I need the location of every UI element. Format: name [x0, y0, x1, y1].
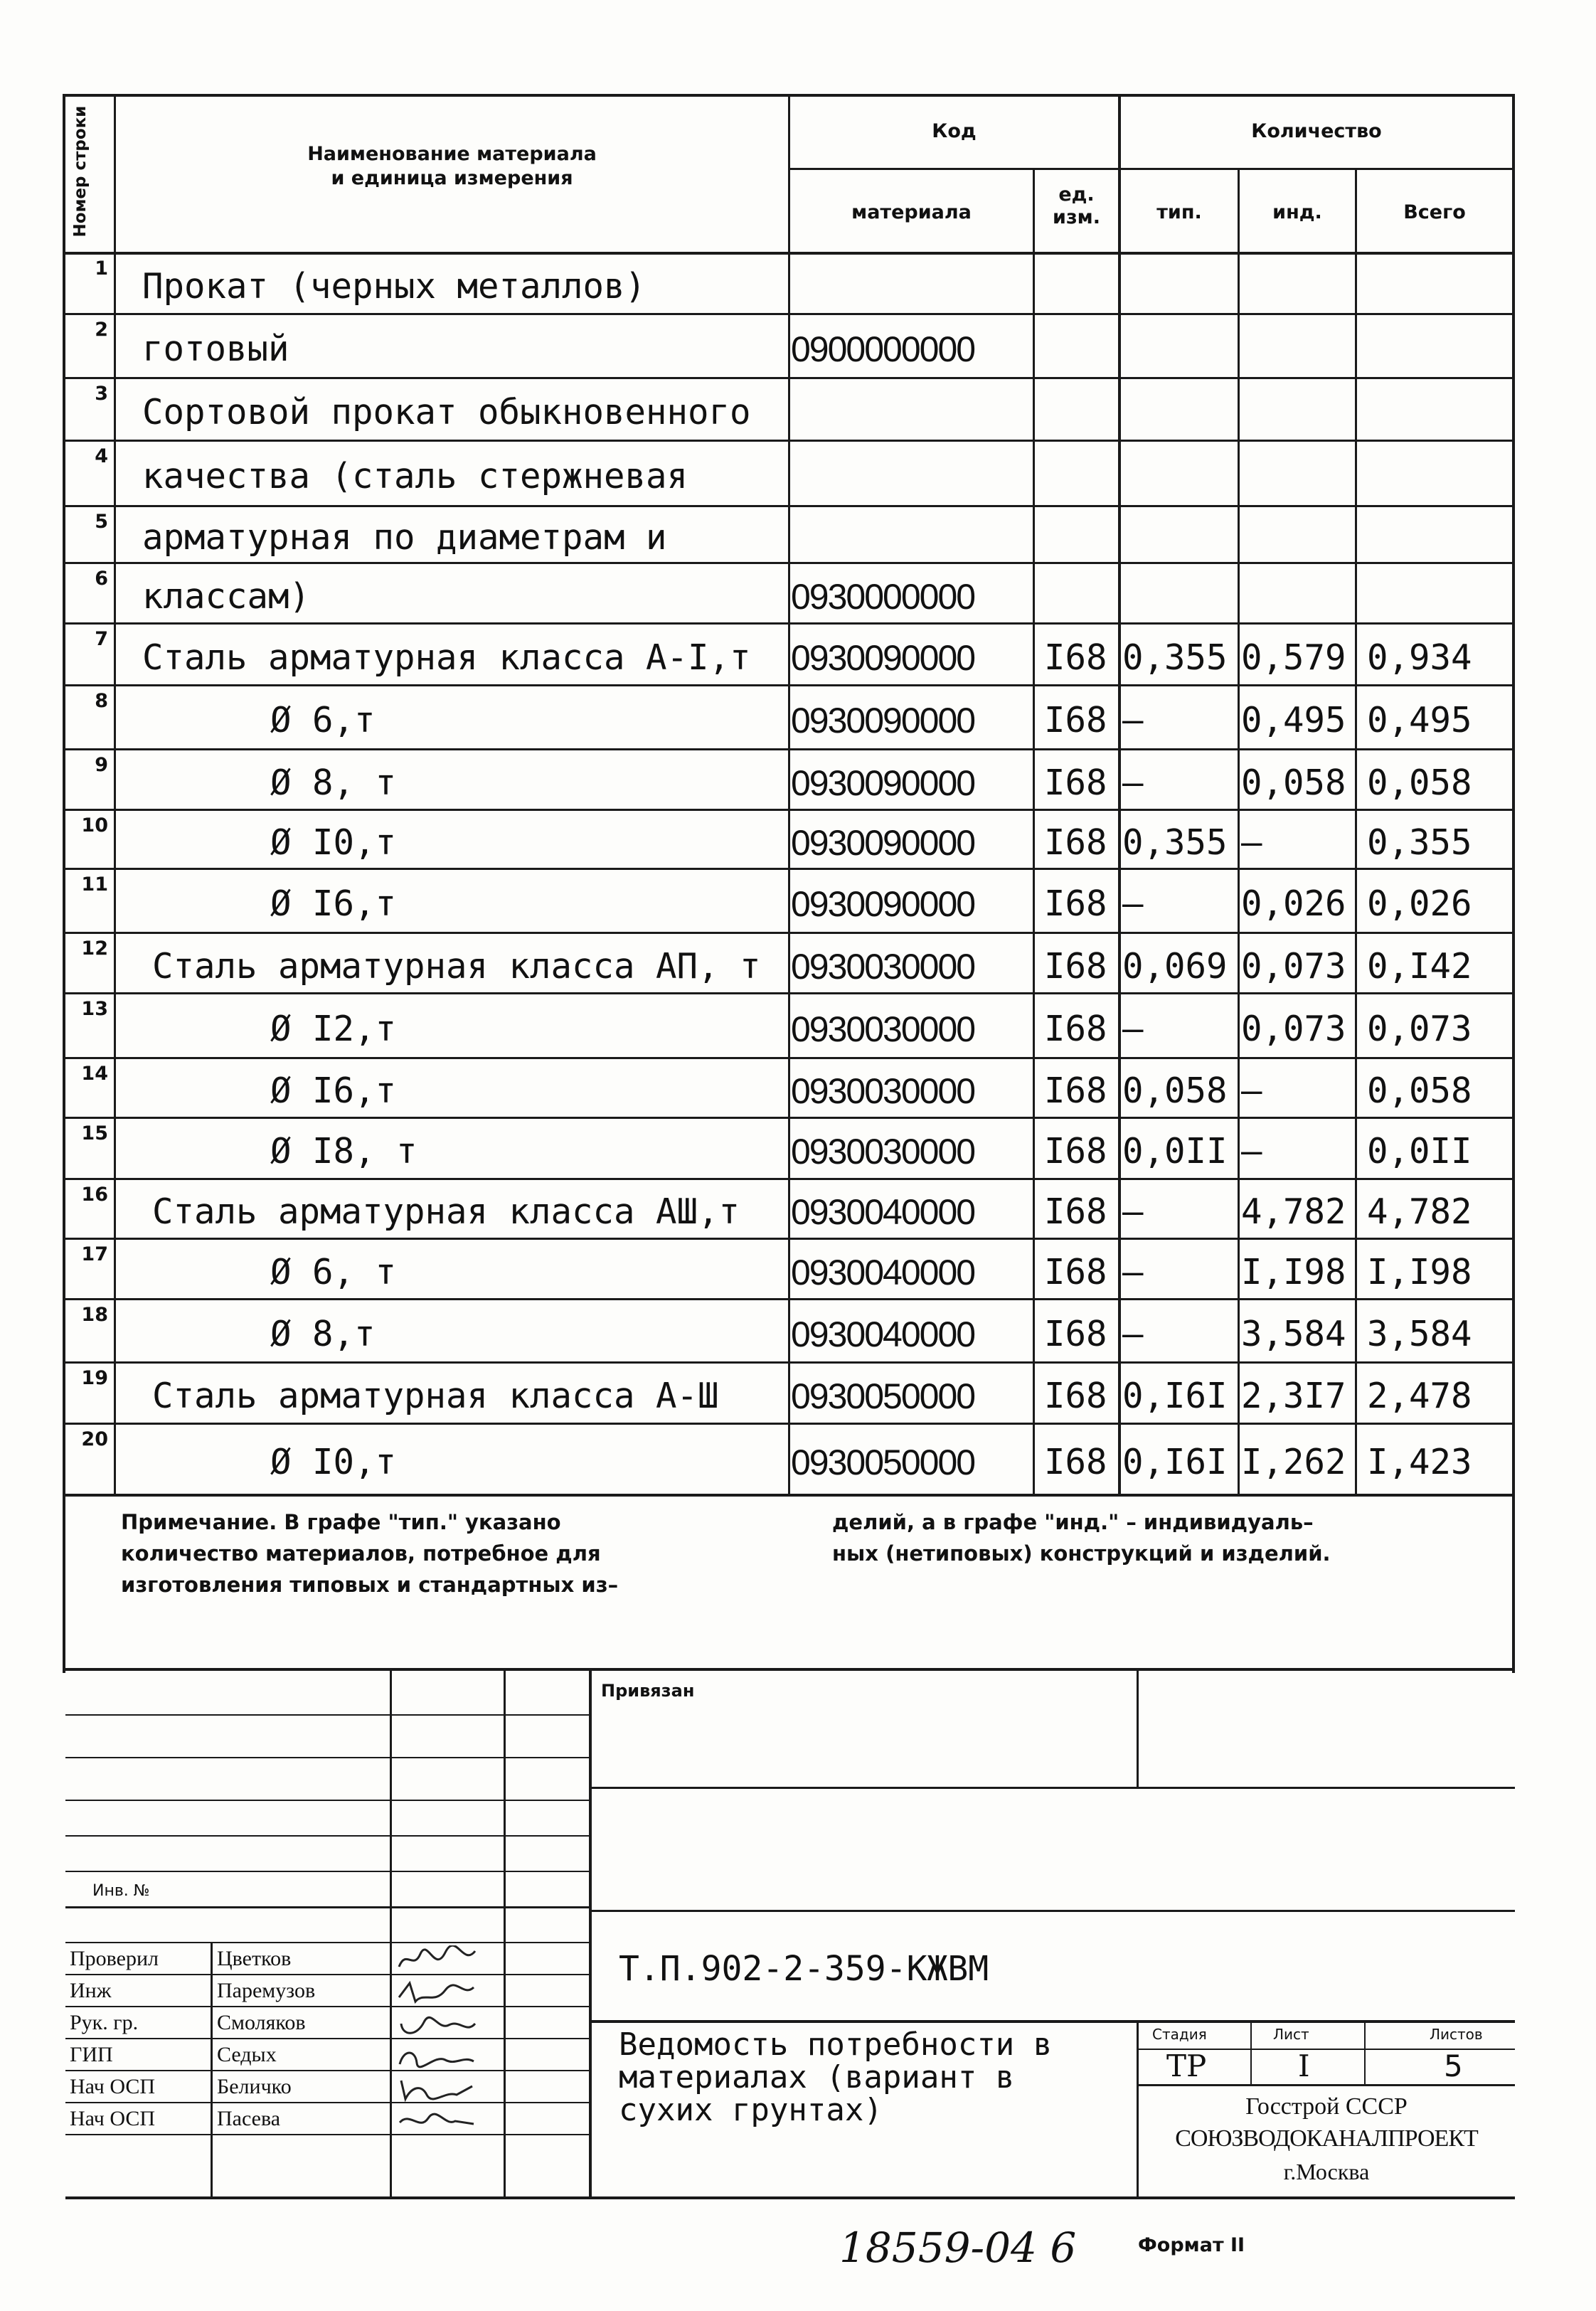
document-title: Ведомость потребности в материалах (вариант в сухих грунтах)	[619, 2026, 1053, 2128]
header-qty-total: Всего	[1403, 201, 1466, 223]
qty-ind: 0,073	[1241, 946, 1346, 987]
material-code: 0930030000	[791, 1009, 975, 1049]
material-name: классам)	[142, 576, 311, 617]
staff-name: Беличко	[217, 2075, 292, 2098]
material-code: 0930090000	[791, 638, 975, 678]
staff-name: Смоляков	[217, 2011, 306, 2034]
qty-ind: –	[1241, 1131, 1262, 1172]
qty-ind: I,262	[1241, 1442, 1346, 1482]
qty-typ: –	[1122, 763, 1144, 803]
unit-code: I68	[1044, 822, 1107, 863]
unit-code: I68	[1044, 1376, 1107, 1416]
qty-total: 0,058	[1367, 1071, 1472, 1111]
staff-role: Рук. гр.	[70, 2011, 139, 2034]
qty-ind: –	[1241, 1071, 1262, 1111]
qty-typ: –	[1122, 1252, 1144, 1292]
material-code: 0930030000	[791, 947, 975, 987]
row-number: 15	[81, 1122, 108, 1144]
qty-total: I,I98	[1367, 1252, 1472, 1292]
material-name: Ø I2,т	[270, 1009, 397, 1049]
qty-typ: 0,058	[1122, 1071, 1228, 1111]
row-number: 7	[95, 628, 108, 650]
qty-typ: –	[1122, 700, 1144, 740]
row-number: 16	[81, 1184, 108, 1206]
qty-typ: 0,355	[1122, 822, 1228, 863]
row-number: 20	[81, 1428, 108, 1450]
material-name: Сортовой прокат обыкновенного	[142, 392, 751, 432]
sheet-label: Лист	[1273, 2026, 1309, 2043]
material-name: Ø I6,т	[270, 1071, 397, 1111]
qty-total: I,423	[1367, 1442, 1472, 1482]
document-code: Т.П.902-2-359-КЖВМ	[619, 1949, 989, 1989]
material-code: 0930050000	[791, 1376, 975, 1416]
material-code: 0930050000	[791, 1443, 975, 1482]
privyazan-label: Привязан	[601, 1681, 695, 1701]
row-number: 5	[95, 511, 108, 533]
unit-code: I68	[1044, 883, 1107, 924]
header-qty-typ: тип.	[1156, 201, 1202, 223]
row-number: 12	[81, 937, 108, 960]
material-code: 0930040000	[791, 1192, 975, 1232]
qty-total: 2,478	[1367, 1376, 1472, 1416]
signature	[395, 2105, 479, 2135]
material-name: готовый	[142, 329, 289, 369]
inventory-stamp: 18559-04 6	[839, 2224, 1077, 2272]
signature	[395, 2009, 479, 2039]
org-city: г.Москва	[1283, 2159, 1370, 2184]
format-label: Формат II	[1138, 2234, 1245, 2256]
unit-code: I68	[1044, 1131, 1107, 1172]
qty-ind: 2,3I7	[1241, 1376, 1346, 1416]
material-code: 0930040000	[791, 1253, 975, 1292]
qty-total: 0,026	[1367, 883, 1472, 924]
stage-value: ТР	[1166, 2049, 1207, 2083]
staff-role: Проверил	[70, 1947, 159, 1970]
row-number: 17	[81, 1243, 108, 1265]
material-code: 0930030000	[791, 1132, 975, 1172]
org-gosstroy: Госстрой СССР	[1245, 2093, 1408, 2120]
material-name: Ø 6,т	[270, 700, 376, 740]
material-code: 0930090000	[791, 823, 975, 863]
header-code-material: материала	[851, 201, 972, 223]
staff-role: Инж	[70, 1979, 112, 2002]
material-name: Сталь арматурная класса АШ,т	[152, 1191, 740, 1232]
material-code: 0930090000	[791, 701, 975, 740]
staff-name: Седых	[217, 2043, 277, 2066]
stage-label: Стадия	[1152, 2026, 1207, 2043]
qty-typ: 0,069	[1122, 946, 1228, 987]
signature	[395, 2041, 479, 2071]
header-row-number: Номер строки	[71, 105, 90, 238]
row-number: 9	[95, 754, 108, 776]
qty-ind: 0,026	[1241, 883, 1346, 924]
material-name: арматурная по диаметрам и	[142, 517, 667, 558]
qty-ind: 0,579	[1241, 637, 1346, 678]
qty-typ: 0,I6I	[1122, 1442, 1228, 1482]
qty-total: 0,058	[1367, 763, 1472, 803]
qty-total: 0,I42	[1367, 946, 1472, 987]
row-number: 1	[95, 257, 108, 280]
staff-name: Паремузов	[217, 1979, 316, 2002]
unit-code: I68	[1044, 946, 1107, 987]
material-name: Прокат (черных металлов)	[142, 266, 647, 307]
qty-total: 0,355	[1367, 822, 1472, 863]
material-name: Сталь арматурная класса А-I,т	[142, 637, 751, 678]
unit-code: I68	[1044, 763, 1107, 803]
row-number: 10	[81, 814, 108, 836]
sheets-value: 5	[1444, 2049, 1463, 2083]
row-number: 18	[81, 1304, 108, 1326]
unit-code: I68	[1044, 700, 1107, 740]
unit-code: I68	[1044, 1191, 1107, 1232]
note-right: делий, а в графе "инд." – индивидуаль– ных (нетиповых) конструкций и изделий.	[832, 1510, 1331, 1566]
material-code: 0930090000	[791, 884, 975, 924]
staff-role: Нач ОСП	[70, 2107, 156, 2130]
qty-total: 0,495	[1367, 700, 1472, 740]
material-code: 0930090000	[791, 763, 975, 803]
qty-typ: 0,0II	[1122, 1131, 1228, 1172]
material-code: 0930030000	[791, 1071, 975, 1111]
unit-code: I68	[1044, 1314, 1107, 1354]
org-name: СОЮЗВОДОКАНАЛПРОЕКТ	[1175, 2125, 1478, 2152]
header-code-unit: ед. изм.	[1053, 184, 1100, 228]
material-name: Ø I0,т	[270, 1442, 397, 1482]
unit-code: I68	[1044, 637, 1107, 678]
qty-total: 4,782	[1367, 1191, 1472, 1232]
qty-total: 0,934	[1367, 637, 1472, 678]
material-name: Сталь арматурная класса А-Ш	[152, 1376, 719, 1416]
signature	[395, 1977, 479, 2007]
qty-typ: 0,I6I	[1122, 1376, 1228, 1416]
material-name: Ø 8, т	[270, 763, 397, 803]
qty-typ: –	[1122, 1191, 1144, 1232]
material-name: Ø 6, т	[270, 1252, 397, 1292]
material-code: 0930040000	[791, 1314, 975, 1354]
unit-code: I68	[1044, 1252, 1107, 1292]
signature	[395, 1945, 479, 1975]
header-qty-ind: инд.	[1272, 201, 1322, 223]
material-name: Ø I6,т	[270, 883, 397, 924]
qty-total: 0,0II	[1367, 1131, 1472, 1172]
material-name: Ø I0,т	[270, 822, 397, 863]
row-number: 14	[81, 1063, 108, 1085]
material-name: Ø 8,т	[270, 1314, 376, 1354]
material-name: Ø I8, т	[270, 1131, 417, 1172]
sheets-label: Листов	[1430, 2026, 1483, 2043]
staff-role: ГИП	[70, 2043, 113, 2066]
qty-total: 0,073	[1367, 1009, 1472, 1049]
qty-typ: –	[1122, 1314, 1144, 1354]
qty-ind: 3,584	[1241, 1314, 1346, 1354]
row-number: 2	[95, 319, 108, 341]
qty-ind: 0,495	[1241, 700, 1346, 740]
material-name: качества (сталь стержневая	[142, 456, 688, 496]
staff-name: Цветков	[217, 1947, 292, 1970]
unit-code: I68	[1044, 1009, 1107, 1049]
qty-ind: 0,073	[1241, 1009, 1346, 1049]
header-code-group: Код	[932, 120, 977, 142]
row-number: 11	[81, 873, 108, 896]
qty-ind: –	[1241, 822, 1262, 863]
qty-ind: 4,782	[1241, 1191, 1346, 1232]
row-number: 13	[81, 998, 108, 1020]
unit-code: I68	[1044, 1071, 1107, 1111]
material-code: 0900000000	[791, 329, 975, 369]
header-qty-group: Количество	[1251, 120, 1382, 142]
row-number: 19	[81, 1367, 108, 1389]
row-number: 8	[95, 690, 108, 712]
signature	[395, 2073, 479, 2103]
inventory-number-label: Инв. №	[92, 1882, 150, 1900]
qty-typ: –	[1122, 1009, 1144, 1049]
material-code: 0930000000	[791, 577, 975, 617]
qty-total: 3,584	[1367, 1314, 1472, 1354]
staff-role: Нач ОСП	[70, 2075, 156, 2098]
staff-name: Пасева	[217, 2107, 281, 2130]
qty-ind: 0,058	[1241, 763, 1346, 803]
qty-typ: 0,355	[1122, 637, 1228, 678]
row-number: 6	[95, 568, 108, 590]
unit-code: I68	[1044, 1442, 1107, 1482]
header-name: Наименование материала и единица измерения	[307, 143, 597, 189]
material-name: Сталь арматурная класса АП, т	[152, 946, 761, 987]
qty-typ: –	[1122, 883, 1144, 924]
sheet-value: I	[1298, 2049, 1310, 2083]
qty-ind: I,I98	[1241, 1252, 1346, 1292]
row-number: 4	[95, 445, 108, 467]
row-number: 3	[95, 383, 108, 405]
note-left: Примечание. В графе "тип." указано количество материалов, потребное для изготовления типовых и стандартных из–	[121, 1510, 619, 1597]
